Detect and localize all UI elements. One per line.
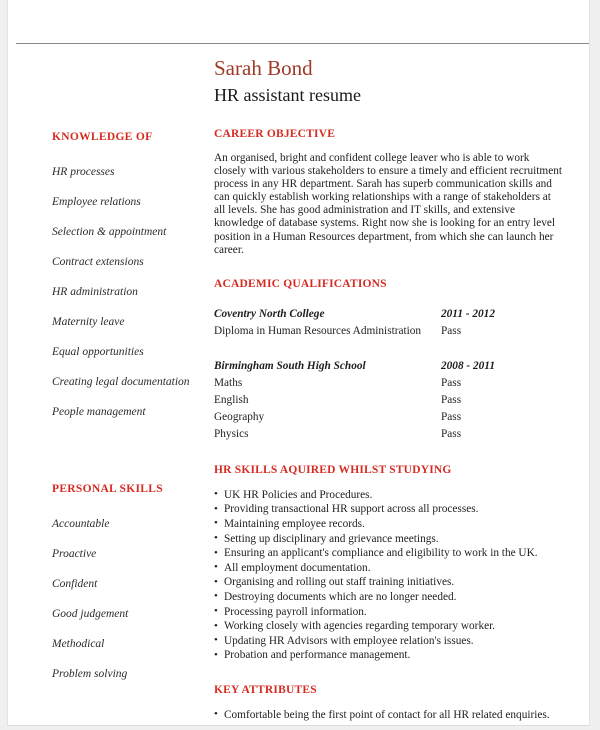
institution-name: Birmingham South High School (214, 359, 366, 372)
list-item: Confident (52, 578, 98, 590)
list-item: • Providing transactional HR support across all processes. (214, 502, 564, 517)
sidebar-heading-personal-skills: PERSONAL SKILLS (52, 483, 163, 495)
course-grade: Pass (441, 393, 462, 406)
sidebar-heading-knowledge: KNOWLEDGE OF (52, 131, 153, 143)
list-item: • Setting up disciplinary and grievance meetings. (214, 532, 564, 547)
course-grade: Pass (441, 376, 462, 389)
list-item: Contract extensions (52, 256, 144, 268)
list-item: Problem solving (52, 668, 128, 680)
list-item: • Probation and performance management. (214, 648, 564, 663)
education-course-row (214, 426, 564, 443)
list-item: • Updating HR Advisors with employee relation's issues. (214, 634, 564, 649)
candidate-name: Sarah Bond (214, 56, 313, 80)
list-item: People management (52, 406, 146, 418)
list-item: Equal opportunities (52, 346, 144, 358)
education-institution-row (214, 306, 564, 323)
list-item: HR processes (52, 166, 115, 178)
list-item: Maternity leave (52, 316, 125, 328)
main-content (214, 55, 564, 722)
course-name: Geography (214, 410, 265, 423)
list-item: • Comfortable being the first point of contact for all HR related enquiries. (214, 708, 564, 723)
education-course-row (214, 375, 564, 392)
list-item: Employee relations (52, 196, 141, 208)
section-heading-academic-qualifications: ACADEMIC QUALIFICATIONS (214, 277, 387, 290)
course-name: Maths (214, 376, 243, 389)
list-item: Creating legal documentation (52, 376, 190, 388)
list-item: Proactive (52, 548, 97, 560)
education-course-row (214, 409, 564, 426)
list-item: • UK HR Policies and Procedures. (214, 488, 564, 503)
section-heading-hr-skills: HR SKILLS AQUIRED WHILST STUDYING (214, 463, 452, 476)
key-attributes-list (214, 708, 564, 723)
sidebar-knowledge-list (52, 165, 202, 419)
list-item: • Ensuring an applicant's compliance and eligibility to work in the UK. (214, 546, 564, 561)
course-grade: Pass (441, 324, 462, 337)
course-grade: Pass (441, 427, 462, 440)
course-grade: Pass (441, 410, 462, 423)
education-course-row (214, 323, 564, 340)
career-objective-text: An organised, bright and confident college leaver who is able to work closely with various stakeholders to ensure a timely and efficient recruitment process in any HR department. Sarah has superb communication skills and can quickly establish working relationships with a range of stakeholders at all levels. She has good administration and IT skills, and extensive knowledge of database systems. Right now she is looking for an entry level position in a Human Resources department, from which she can launch her career. (214, 152, 563, 256)
list-item: Selection & appointment (52, 226, 167, 238)
education-course-row (214, 392, 564, 409)
education-block (214, 306, 564, 340)
course-name: English (214, 393, 249, 406)
list-item: • All employment documentation. (214, 561, 564, 576)
list-item: • Destroying documents which are no longer needed. (214, 590, 564, 605)
list-item: Good judgement (52, 608, 129, 620)
course-name: Diploma in Human Resources Administration (214, 324, 422, 337)
hr-skills-list (214, 488, 564, 663)
institution-dates: 2008 - 2011 (441, 359, 495, 372)
institution-dates: 2011 - 2012 (441, 307, 495, 320)
list-item: Methodical (52, 638, 105, 650)
resume-subtitle: HR assistant resume (214, 85, 361, 105)
list-item: Accountable (52, 518, 110, 530)
education-block (214, 358, 564, 443)
sidebar-personal-skills-list (52, 517, 202, 681)
section-heading-career-objective: CAREER OBJECTIVE (214, 128, 336, 140)
resume-page (7, 0, 590, 726)
institution-name: Coventry North College (214, 307, 325, 320)
list-item: • Organising and rolling out staff training initiatives. (214, 575, 564, 590)
list-item: • Working closely with agencies regarding temporary worker. (214, 619, 564, 634)
course-name: Physics (214, 427, 249, 440)
header-divider-rule (16, 43, 590, 44)
sidebar (52, 131, 202, 697)
list-item: • Processing payroll information. (214, 605, 564, 620)
list-item: • Maintaining employee records. (214, 517, 564, 532)
section-heading-key-attributes: KEY ATTRIBUTES (214, 683, 317, 696)
list-item: HR administration (52, 286, 138, 298)
education-institution-row (214, 358, 564, 375)
